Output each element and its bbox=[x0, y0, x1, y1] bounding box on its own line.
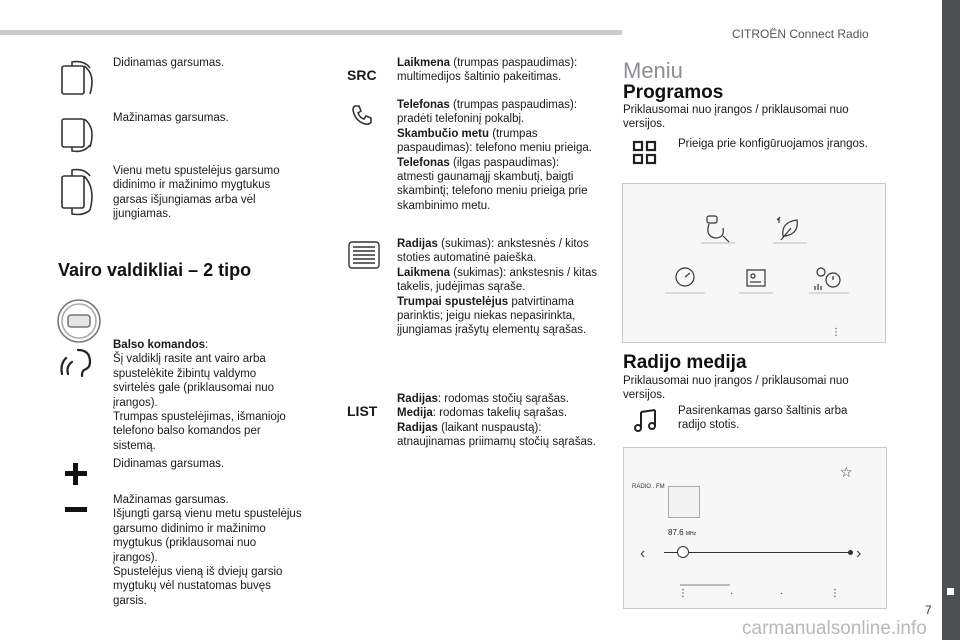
radio-screen bbox=[623, 447, 887, 609]
voice-text bbox=[113, 338, 299, 453]
top-rule bbox=[0, 30, 622, 35]
radio-line-2: Laikmena (sukimas): ankstesnis / kitas takelis, judėjimas sąraše. bbox=[397, 266, 598, 294]
mute-text: Vienu metu spustelėjus garsumo didinimo ir mažinimo mygtukus garsas išjungiamas arba vėl įjungiamas. bbox=[113, 165, 280, 221]
freq-value: 87.6 bbox=[668, 528, 684, 537]
volume-up-text: Didinamas garsumas. bbox=[113, 57, 225, 69]
radio-text bbox=[397, 237, 603, 338]
favourite-star-icon[interactable]: ☆ bbox=[840, 464, 853, 480]
tuning-knob[interactable] bbox=[677, 546, 689, 558]
prev-station-icon[interactable]: ‹ bbox=[640, 545, 646, 562]
programos-title: Programos bbox=[623, 82, 724, 103]
side-tab bbox=[942, 0, 960, 640]
tuning-track[interactable] bbox=[664, 552, 850, 553]
dashboard-tile[interactable] bbox=[665, 264, 705, 294]
src-label: SRC bbox=[347, 67, 377, 83]
music-note-icon bbox=[633, 408, 661, 434]
radijo-title: Radijo medija bbox=[623, 352, 747, 373]
phone-line-3: Telefonas (ilgas paspaudimas): atmesti gaunamąjį skambutį, baigti skambintį; telefono meniu prieiga prie skambinimo metu. bbox=[397, 156, 588, 212]
plus-text: Didinamas garsumas. bbox=[113, 458, 225, 470]
tuning-end-dot bbox=[848, 550, 853, 555]
list-label: LIST bbox=[347, 403, 378, 419]
list-text bbox=[397, 392, 597, 450]
minus-text: Mažinamas garsumas. Išjungti garsą vienu metu spustelėjus garsumo didinimo ir mažinimo mygtukus (priklausomai nuo įrangos). Spustelėjus vieną iš dviejų garsio mygtukų vėl nustatomas buvęs garsis. bbox=[113, 494, 302, 607]
src-bold: Laikmena bbox=[397, 57, 451, 69]
apps-screen bbox=[622, 183, 886, 343]
apps-more-icon[interactable]: ⋮ bbox=[831, 327, 841, 338]
steering-wheel-icon bbox=[54, 296, 104, 346]
list-line-3: Radijas (laikant nuspaustą): atnaujinamas priimamų stočių sąrašas. bbox=[397, 421, 596, 449]
programos-text: Priklausomai nuo įrangos / priklausomai nuo versijos. bbox=[623, 104, 849, 131]
voice-bold: Balso komandos bbox=[113, 339, 206, 351]
mute-switch-icon bbox=[56, 164, 102, 220]
radio-frequency bbox=[668, 528, 696, 537]
next-station-icon[interactable]: › bbox=[856, 545, 862, 562]
radijo-text: Priklausomai nuo įrangos / priklausomai nuo versijos. bbox=[623, 375, 849, 402]
plus-icon bbox=[64, 462, 88, 486]
header-title: CITROËN Connect Radio bbox=[732, 27, 869, 41]
phone-icon bbox=[351, 104, 373, 126]
voice-rest: : Šį valdiklį rasite ant vairo arba spustelėkite žibintų valdymo svirtelės gale (priklausomai nuo įrangos). Trumpas spustelėjimas, išmaniojo telefono balso komandos per sistemą. bbox=[113, 339, 286, 452]
radio-line-1: Radijas (sukimas): ankstesnės / kitos stoties automatinė paieška. bbox=[397, 238, 589, 265]
menu-dots-icon-2[interactable]: ⋮ bbox=[830, 588, 840, 599]
connectivity-tile[interactable] bbox=[701, 214, 735, 244]
src-text bbox=[397, 56, 595, 85]
freq-unit: MHz bbox=[685, 531, 697, 537]
settings-tile[interactable] bbox=[739, 264, 773, 294]
phone-text bbox=[397, 98, 595, 213]
side-tab-marker bbox=[947, 588, 954, 595]
volume-up-switch-icon bbox=[56, 56, 102, 102]
apps-icon-text: Prieiga prie konfigūruojamos įrangos. bbox=[678, 138, 868, 150]
source-indicator bbox=[680, 584, 730, 586]
page-number: 7 bbox=[925, 603, 932, 617]
section-title-steering: Vairo valdikliai – 2 tipo bbox=[58, 260, 252, 280]
dot-icon-2[interactable]: · bbox=[780, 588, 784, 599]
radio-band: RADIO . FM bbox=[632, 484, 665, 490]
thumbwheel-icon bbox=[347, 240, 381, 270]
timer-tile[interactable] bbox=[809, 264, 849, 294]
list-line-1: Radijas: rodomas stočių sąrašas. bbox=[397, 393, 569, 405]
src-rest: (trumpas paspaudimas): multimedijos šaltinio pakeitimas. bbox=[397, 57, 578, 84]
minus-icon bbox=[64, 506, 88, 514]
apps-grid-icon bbox=[632, 140, 658, 166]
eco-tile[interactable] bbox=[773, 214, 807, 244]
menu-dots-icon[interactable]: ⋮ bbox=[678, 588, 688, 599]
phone-line-1: Telefonas (trumpas paspaudimas): pradėti telefoninį pokalbį. bbox=[397, 99, 578, 126]
meniu-heading: Meniu bbox=[623, 58, 683, 83]
volume-down-switch-icon bbox=[56, 111, 102, 157]
station-artwork bbox=[668, 486, 700, 518]
list-line-2: Medija: rodomas takelių sąrašas. bbox=[397, 407, 568, 420]
watermark: carmanualsonline.info bbox=[742, 618, 927, 639]
radio-line-3: Trumpai spustelėjus patvirtinama parinktis; jeigu niekas nepasirinkta, įjungiamas įrašytų elementų sąrašas. bbox=[397, 295, 587, 337]
voice-command-icon bbox=[60, 344, 98, 380]
volume-down-text: Mažinamas garsumas. bbox=[113, 112, 229, 124]
dot-icon[interactable]: · bbox=[730, 588, 734, 599]
music-icon-text: Pasirenkamas garso šaltinis arba radijo stotis. bbox=[678, 405, 848, 432]
phone-line-2: Skambučio metu (trumpas paspaudimas): telefono meniu prieiga. bbox=[397, 127, 592, 155]
